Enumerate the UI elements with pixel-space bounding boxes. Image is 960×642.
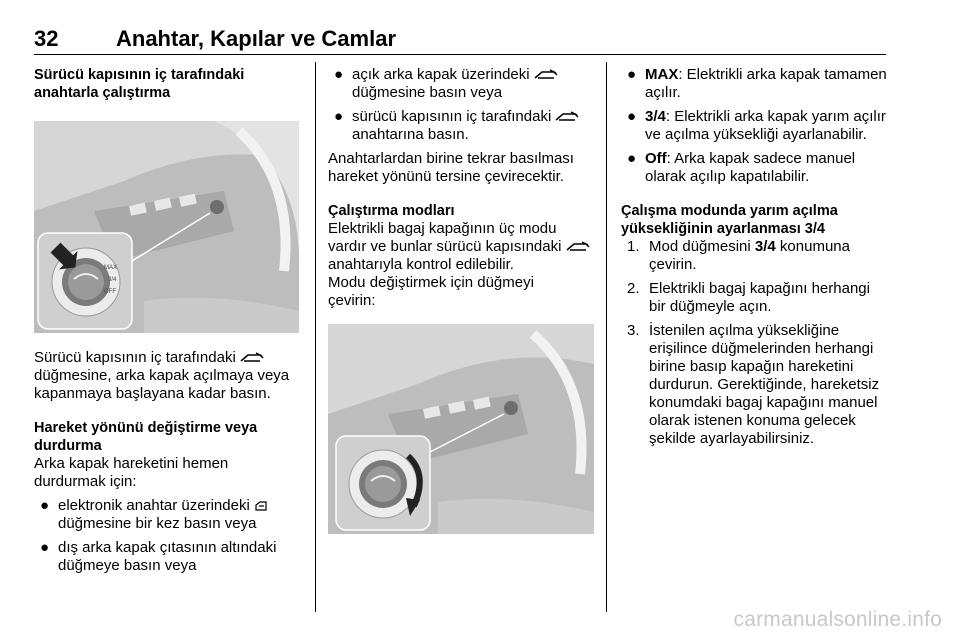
page-header [34, 26, 886, 55]
bullet-icon: ● [627, 150, 637, 167]
tailgate-icon [240, 352, 264, 364]
list-item: ● dış arka kapak çıtasının altındaki düğmeye basın veya [40, 539, 277, 574]
page-number: 32 [34, 26, 59, 51]
bullet-icon: ● [40, 539, 50, 556]
tailgate-icon [534, 69, 558, 81]
bullet-icon: ● [627, 66, 637, 83]
door-switch-figure [34, 121, 299, 333]
mode-label-off: OFF [104, 289, 116, 295]
list-item: 1. Mod düğmesini 3/4 konumuna çevirin. [627, 238, 850, 273]
column-divider [315, 62, 316, 612]
key-tailgate-icon [254, 500, 268, 512]
paragraph: Anahtarlardan birine tekrar basılması hareket yönünü tersine çevirecektir. [328, 150, 574, 185]
mode-label-34: 3/4 [108, 277, 117, 283]
door-panel-illustration [328, 324, 594, 534]
list-item: ● MAX: Elektrikli arka kapak tamamen açılır. [627, 66, 887, 101]
list-item: ● Off: Arka kapak sadece manuel olarak açılıp kapatılabilir. [627, 150, 856, 185]
paragraph: Elektrikli bagaj kapağının üç modu vardır ve bunlar sürücü kapısındaki anahtarıyla kontrol edilebilir. [328, 220, 596, 274]
section-heading: Sürücü kapısının iç tarafındaki anahtarla çalıştırma [34, 67, 245, 101]
column-2 [328, 66, 596, 534]
column-3 [621, 66, 889, 448]
bullet-icon: ● [40, 497, 50, 514]
column-1 [34, 66, 302, 575]
paragraph: Sürücü kapısının iç tarafındaki düğmesine, arka kapak açılmaya veya kapanmaya başlayana kadar basın. [34, 349, 290, 402]
column-divider [606, 62, 607, 612]
mode-dial-figure [328, 324, 594, 534]
list-item: ● 3/4: Elektrikli arka kapak yarım açılır ve açılma yüksekliği ayarlanabilir. [627, 108, 886, 143]
list-item: ● açık arka kapak üzerindeki düğmesine basın veya [328, 66, 596, 102]
paragraph: Arka kapak hareketini hemen durdurmak için: [34, 455, 229, 490]
watermark: carmanualsonline.info [733, 608, 942, 631]
list-item: ● elektronik anahtar üzerindeki düğmesine bir kez basın veya [34, 497, 302, 533]
chapter-title: Anahtar, Kapılar ve Camlar [116, 26, 397, 51]
section-heading: Hareket yönünü değiştirme veya durdurma [34, 420, 258, 454]
door-panel-illustration [34, 121, 299, 333]
mode-label-max: MAX [104, 265, 118, 271]
paragraph: Modu değiştirmek için düğmeyi çevirin: [328, 274, 534, 309]
bullet-icon: ● [334, 108, 344, 125]
tailgate-icon [555, 111, 579, 123]
tailgate-icon [566, 241, 590, 253]
list-item: ● sürücü kapısının iç tarafındaki anahtarına basın. [328, 108, 596, 144]
section-heading: Çalışma modunda yarım açılma yüksekliğinin ayarlanması 3/4 [621, 203, 838, 237]
section-heading: Çalıştırma modları [328, 203, 455, 219]
list-item: 2. Elektrikli bagaj kapağını herhangi bir düğmeyle açın. [627, 280, 870, 315]
list-item: 3. İstenilen açılma yüksekliğine erişilince düğmelerinden herhangi birine basıp kapağın hareketini durdurun. Gerektiğinde, hareketsiz konumdaki bagaj kapağını manuel olarak istenen konuma gelecek şekilde ayarlayabilirsiniz. [627, 322, 880, 447]
bullet-icon: ● [334, 66, 344, 83]
bullet-icon: ● [627, 108, 637, 125]
